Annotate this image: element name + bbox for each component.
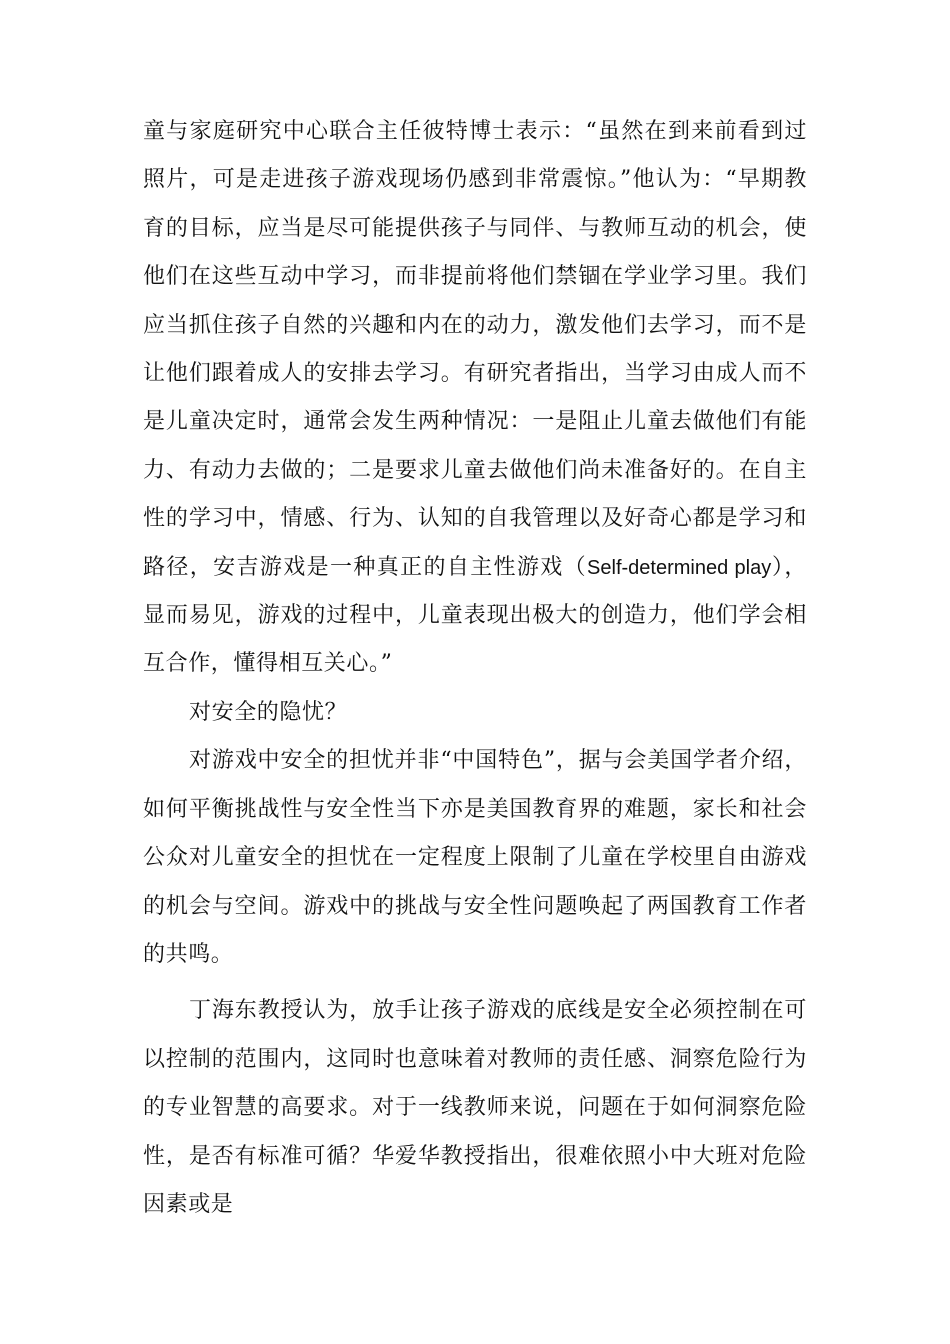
paragraph-ding-haidong: 丁海东教授认为，放手让孩子游戏的底线是安全必须控制在可以控制的范围内，这同时也意味着对教师的责任感、洞察危险行为的专业智慧的高要求。对于一线教师来说，问题在于如何洞察危险性，是否有标准可循？华爱华教授指出，很难依照小中大班对危险因素或是 — [143, 998, 807, 1217]
paragraph-text: 童与家庭研究中心联合主任彼特博士表示：“虽然在到来前看到过照片，可是走进孩子游戏现场仍感到非常震惊。”他认为：“早期教育的目标，应当是尽可能提供孩子与同伴、与教师互动的机会，使他们在这些互动中学习，而非提前将他们禁锢在学业学习里。我们应当抓住孩子自然的兴趣和内在的动力，激发他们去学习，而不是让他们跟着成人的安排去学习。有研究者指出，当学习由成人而不是儿童决定时，通常会发生两种情况：一是阻止儿童去做他们有能力、有动力去做的；二是要求儿童去做他们尚未准备好的。在自主性的学习中，情感、行为、认知的自我管理以及好奇心都是学习和路径，安吉游戏是一种真正的自主性游戏（ — [143, 119, 807, 580]
paragraph-peter-quote — [143, 108, 807, 689]
section-heading: 对安全的隐忧？ — [189, 699, 348, 725]
document-page — [143, 108, 807, 1229]
paragraph-safety-concern: 对游戏中安全的担忧并非“中国特色”，据与会美国学者介绍，如何平衡挑战性与安全性当下亦是美国教育界的难题，家长和社会公众对儿童安全的担忧在一定程度上限制了儿童在学校里自由游戏的机会与空间。游戏中的挑战与安全性问题唤起了两国教育工作者的共鸣。 — [143, 748, 807, 967]
paragraph-text: ），显而易见，游戏的过程中，儿童表现出极大的创造力，他们学会相互合作，懂得相互关心。” — [143, 554, 807, 677]
english-term: Self-determined play — [587, 556, 772, 579]
